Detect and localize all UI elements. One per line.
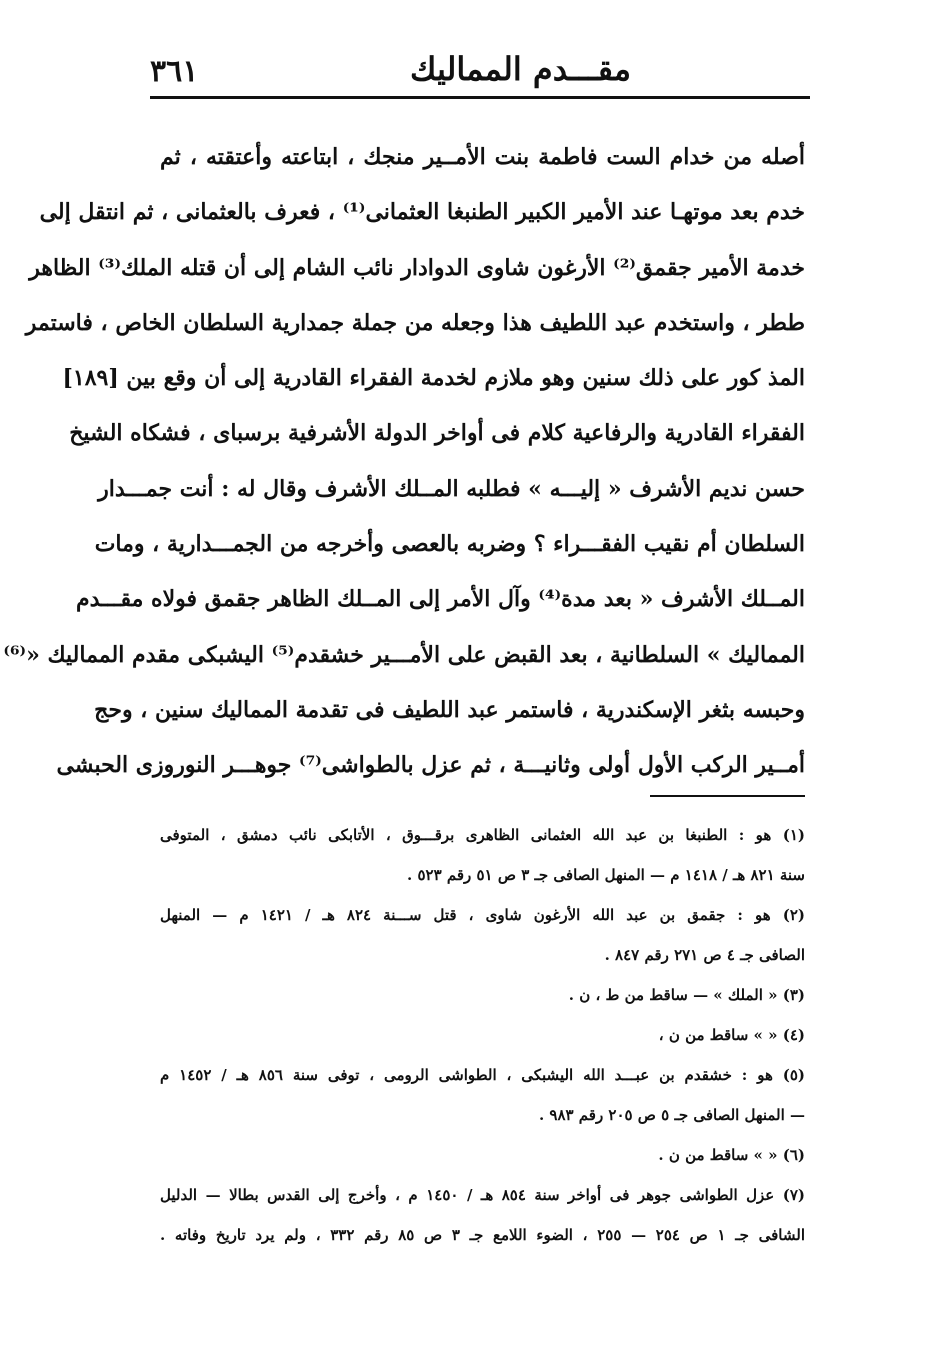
text-line: المــلك الأشرف « بعد مدة⁽⁴⁾ وآل الأمر إلى المــلك الظاهر جقمق فولاه مقـــدم (75, 586, 805, 613)
footnote-line: (٧) عزل الطواشى جوهر فى أواخر سنة ٨٥٤ هـ / ١٤٥٠ م ، وأخرج إلى القدس بطالا — الدليل (160, 1186, 806, 1204)
text-line: السلطان أم نقيب الفقـــراء ؟ وضربه بالعصى وأخرجه من الجمـــدارية ، ومات (94, 531, 805, 558)
footnote-line: (٢) هو : جقمق بن عبد الله الأرغون شاوى ، قتل ســـنة ٨٢٤ هـ / ١٤٢١ م — المنهل (160, 906, 805, 924)
page-number: ٣٦١ (150, 54, 199, 89)
page-header (150, 40, 810, 100)
footnote-line: (١) هو : الطنبغا بن عبد الله العثمانى الظاهرى برقـــوق ، الأتابكى نائب دمشق ، المتوفى (160, 826, 805, 844)
footnote-line: (٣) « الملك » — ساقط من ط ، ن . (568, 986, 805, 1004)
header-rule (150, 96, 810, 99)
footnote-line: (٥) هو : خشقدم بن عبـــد الله اليشبكى ، الطواشى الرومى ، توفى سنة ٨٥٦ هـ / ١٤٥٢ م (160, 1066, 805, 1084)
text-line: المماليك » السلطانية ، بعد القبض على الأمـــير خشقدم⁽⁵⁾ اليشبكى مقدم المماليك «⁽⁶⁾ (3, 641, 805, 668)
footnote-separator (650, 795, 805, 797)
text-line: حسن نديم الأشرف « إليـــه » فطلبه المــلك الأشرف وقال له : أنت جمـــدار (98, 475, 805, 502)
text-line: الفقراء القادرية والرفاعية كلام فى أواخر الدولة الأشرفية برسباى ، فشكاه الشيخ (69, 420, 805, 447)
footnote-line: الصافى جـ ٤ ص ٢٧١ رقم ٨٤٧ . (604, 946, 805, 964)
footnote-line: — المنهل الصافى جـ ٥ ص ٢٠٥ رقم ٩٨٣ . (538, 1106, 805, 1124)
text-line: أصله من خدام الست فاطمة بنت الأمــير منجك ، ابتاعته وأعتقته ، ثم (160, 144, 805, 170)
text-line: أمــير الركب الأول أولى وثانيـــة ، ثم عزل بالطواشى⁽⁷⁾ جوهـــر النوروزى الحبشى (56, 752, 805, 779)
text-line: المذ كور على ذلك سنين وهو ملازم لخدمة الفقراء القادرية إلى أن وقع بين [١٨٩] (62, 365, 805, 392)
footnotes (160, 815, 805, 1255)
text-line: ططر ، واستخدم عبد اللطيف هذا وجعله من جملة جمدارية السلطان الخاص ، فاستمر (25, 309, 805, 336)
footnote-line: (٤) « » ساقط من ن ، (658, 1026, 805, 1044)
footnote-line: (٦) « » ساقط من ن . (658, 1146, 805, 1164)
running-title: مقـــدم المماليك (410, 50, 631, 88)
text-line: خدمة الأمير جقمق⁽²⁾ الأرغون شاوى الدوادار نائب الشام إلى أن قتله الملك⁽³⁾ الظاهر (29, 254, 805, 281)
text-line: خدم بعد موتهـا عند الأمير الكبير الطنبغا العثمانى⁽¹⁾ ، فعرف بالعثمانى ، ثم انتقل إلى (39, 199, 805, 226)
main-text (3, 130, 805, 794)
footnote-line: الشافى جـ ١ ص ٢٥٤ — ٢٥٥ ، الضوء اللامع جـ ٣ ص ٨٥ رقم ٣٣٢ ، ولم يرد تاريخ وفاته . (160, 1226, 805, 1244)
text-line: وحبسه بثغر الإسكندرية ، فاستمر عبد اللطيف فى تقدمة المماليك سنين ، وحج (94, 696, 805, 723)
footnote-line: سنة ٨٢١ هـ / ١٤١٨ م — المنهل الصافى جـ ٣ ص ٥١ رقم ٥٢٣ . (407, 866, 805, 884)
